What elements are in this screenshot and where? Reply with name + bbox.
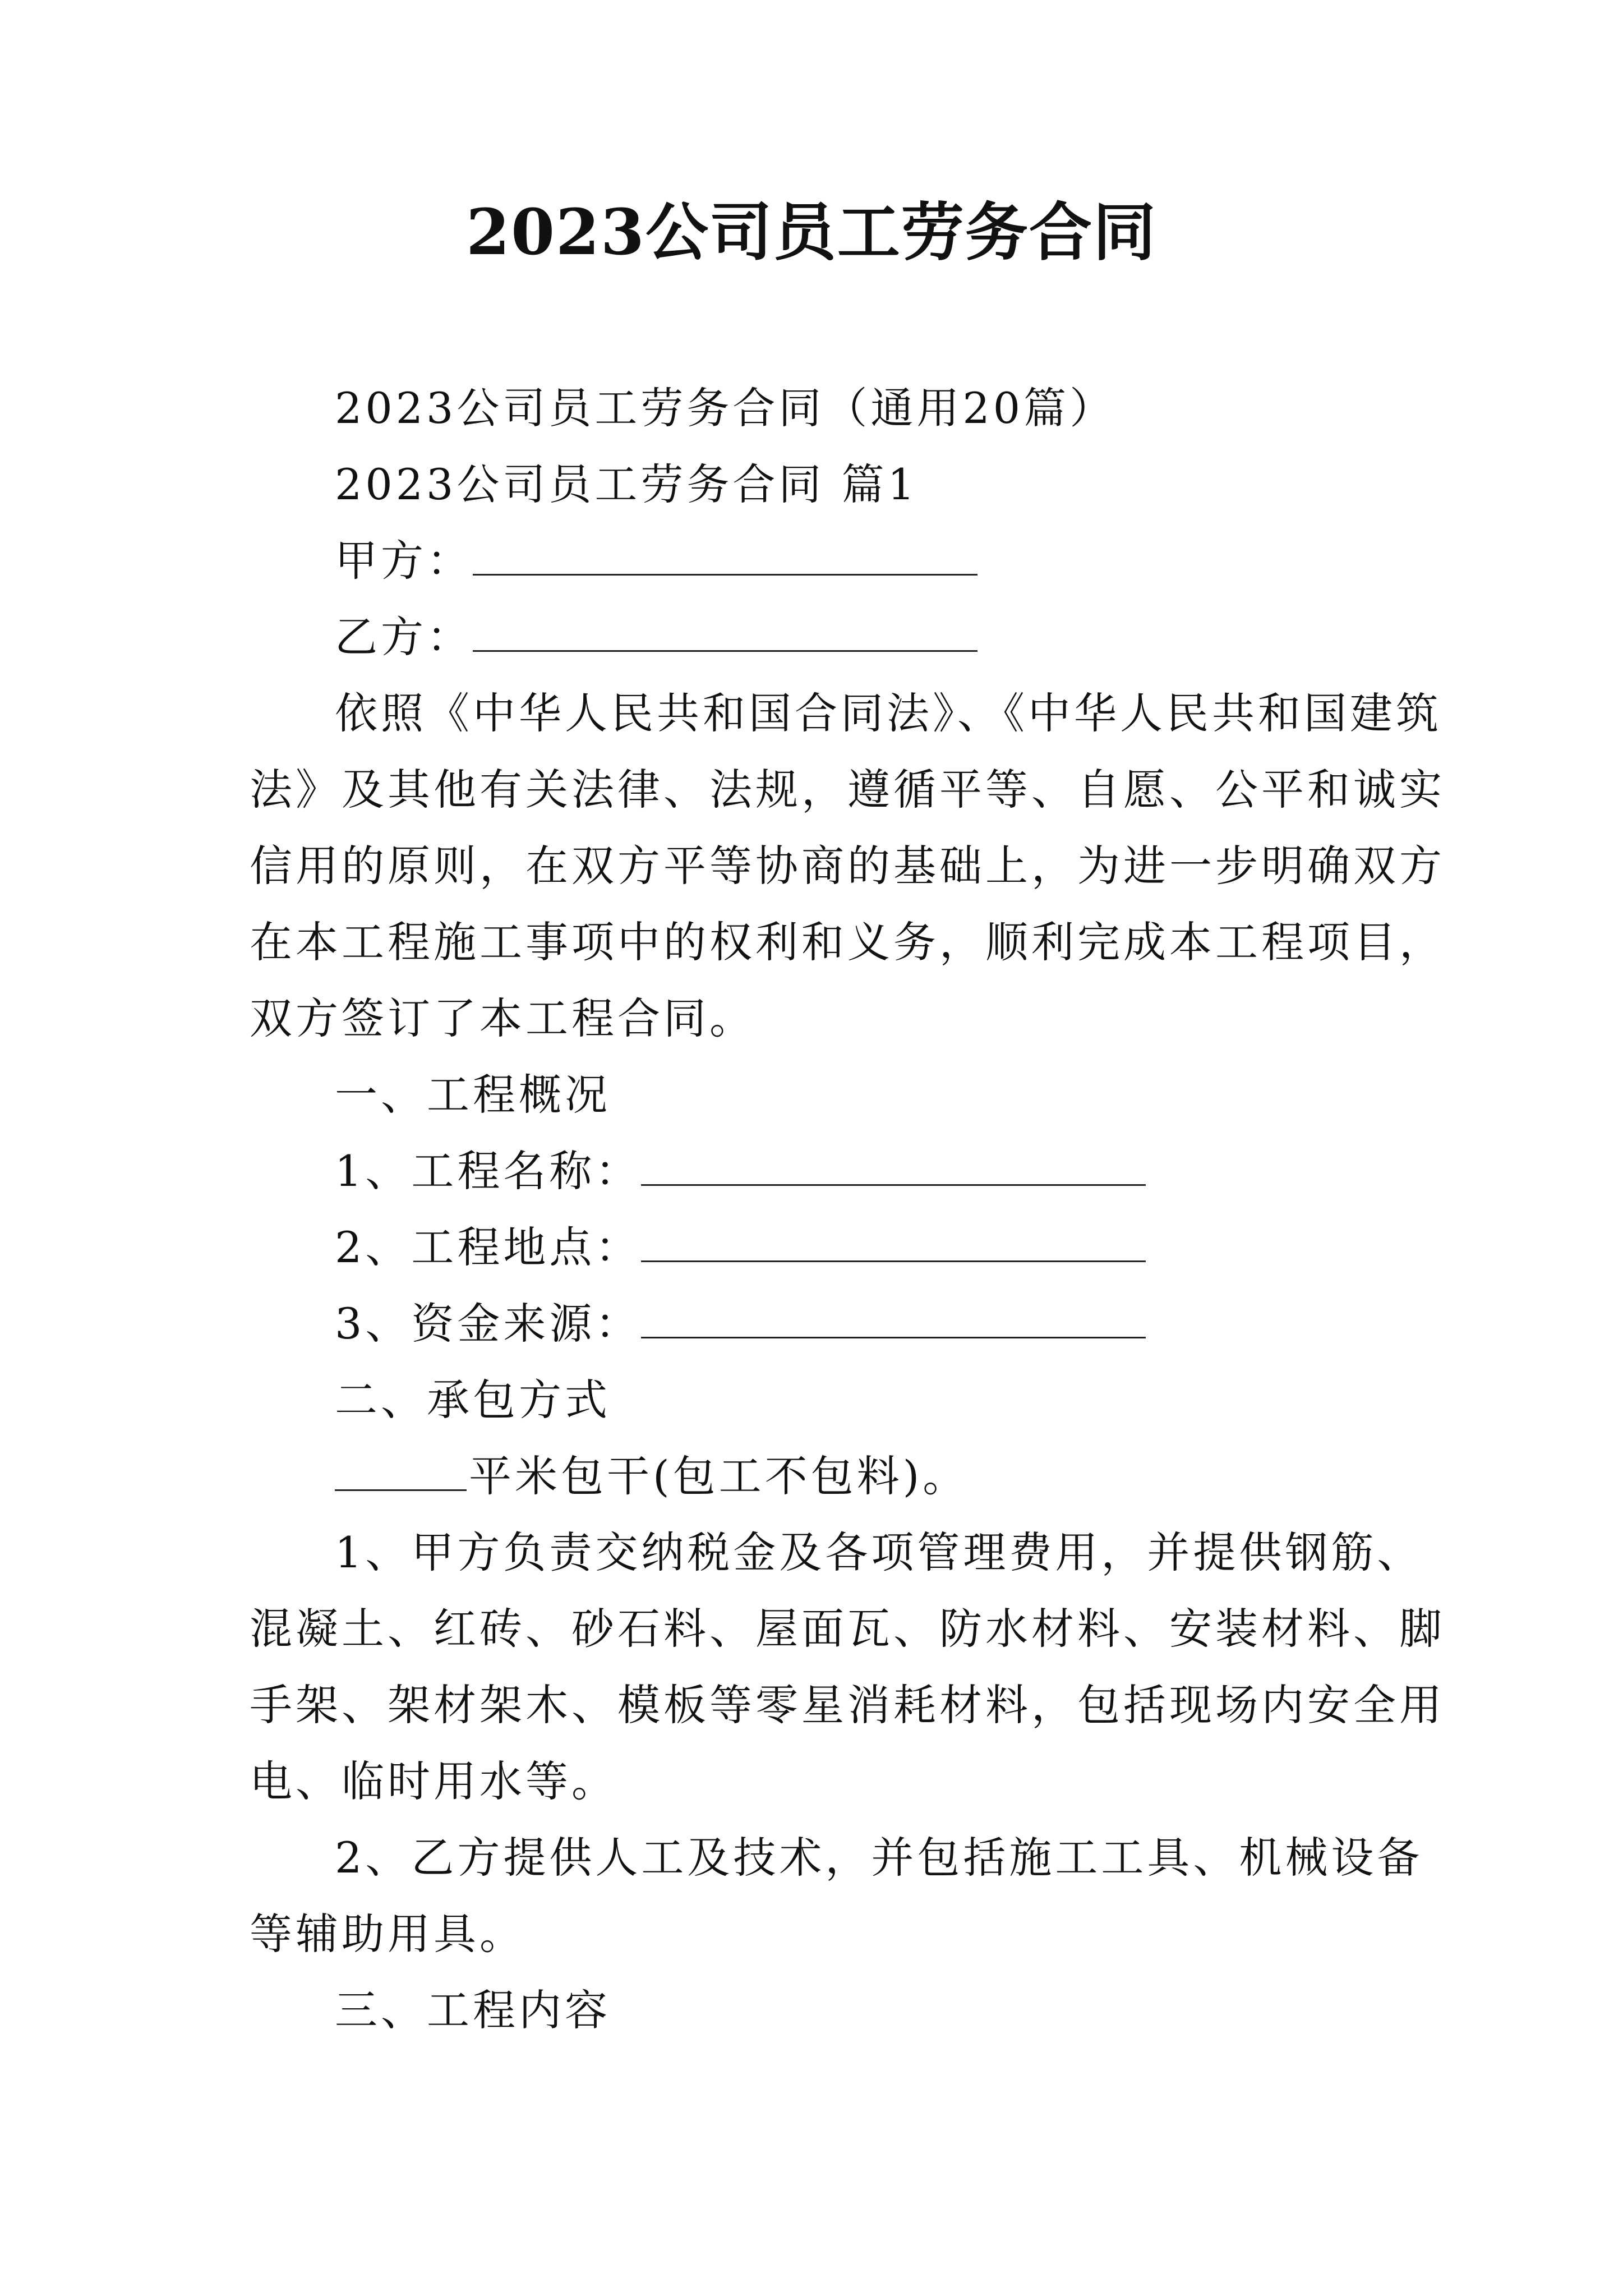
preamble-line: 双方签订了本工程合同。 (250, 993, 755, 1043)
project-location-blank (641, 1227, 1146, 1262)
section-heading: 2023公司员工劳务合同 篇1 (335, 459, 918, 509)
clause2-line: 等辅助用具。 (250, 1909, 525, 1959)
party-b-blank (473, 616, 978, 652)
project-name-row (250, 1133, 1388, 1209)
preamble-line: 法》及其他有关法律、法规，遵循平等、自愿、公平和诚实 (250, 765, 1445, 815)
clause1-line: 1、甲方负责交纳税金及各项管理费用，并提供钢筋、 (335, 1527, 1423, 1577)
contract-mode-text: 平米包干(包工不包料)。 (469, 1451, 969, 1501)
funding-source-blank (641, 1303, 1146, 1338)
preamble-line: 依照《中华人民共和国合同法》、《中华人民共和国建筑 (335, 688, 1442, 738)
clause1-line: 电、临时用水等。 (250, 1756, 617, 1806)
party-b-label: 乙方： (335, 612, 473, 662)
clause1-line: 混凝土、红砖、砂石料、屋面瓦、防水材料、安装材料、脚 (250, 1604, 1445, 1654)
document-title: 2023公司员工劳务合同 (466, 196, 1157, 269)
project-location-label: 2、工程地点： (335, 1222, 642, 1272)
funding-source-row (250, 1286, 1388, 1362)
project-name-label: 1、工程名称： (335, 1146, 642, 1196)
preamble-line: 在本工程施工事项中的权利和义务，顺利完成本工程项目， (250, 917, 1445, 967)
area-blank (335, 1456, 467, 1491)
party-b-row (250, 599, 1388, 675)
document-subtitle: 2023公司员工劳务合同（通用20篇） (335, 383, 1116, 433)
project-name-blank (641, 1151, 1146, 1186)
project-location-row (250, 1209, 1388, 1286)
clause2-line: 2、乙方提供人工及技术，并包括施工工具、机械设备 (335, 1833, 1423, 1883)
clause1-line: 手架、架材架木、模板等零星消耗材料，包括现场内安全用 (250, 1680, 1445, 1730)
contract-mode-row (250, 1438, 1388, 1515)
section1-heading: 一、工程概况 (335, 1070, 611, 1120)
document-body (250, 370, 1445, 2049)
preamble-line: 信用的原则，在双方平等协商的基础上，为进一步明确双方 (250, 841, 1445, 891)
section3-heading: 三、工程内容 (335, 1985, 611, 2035)
party-a-label: 甲方： (335, 536, 473, 586)
section2-heading: 二、承包方式 (335, 1375, 611, 1425)
party-a-blank (473, 540, 978, 576)
funding-source-label: 3、资金来源： (335, 1299, 642, 1349)
party-a-row (250, 523, 1388, 599)
